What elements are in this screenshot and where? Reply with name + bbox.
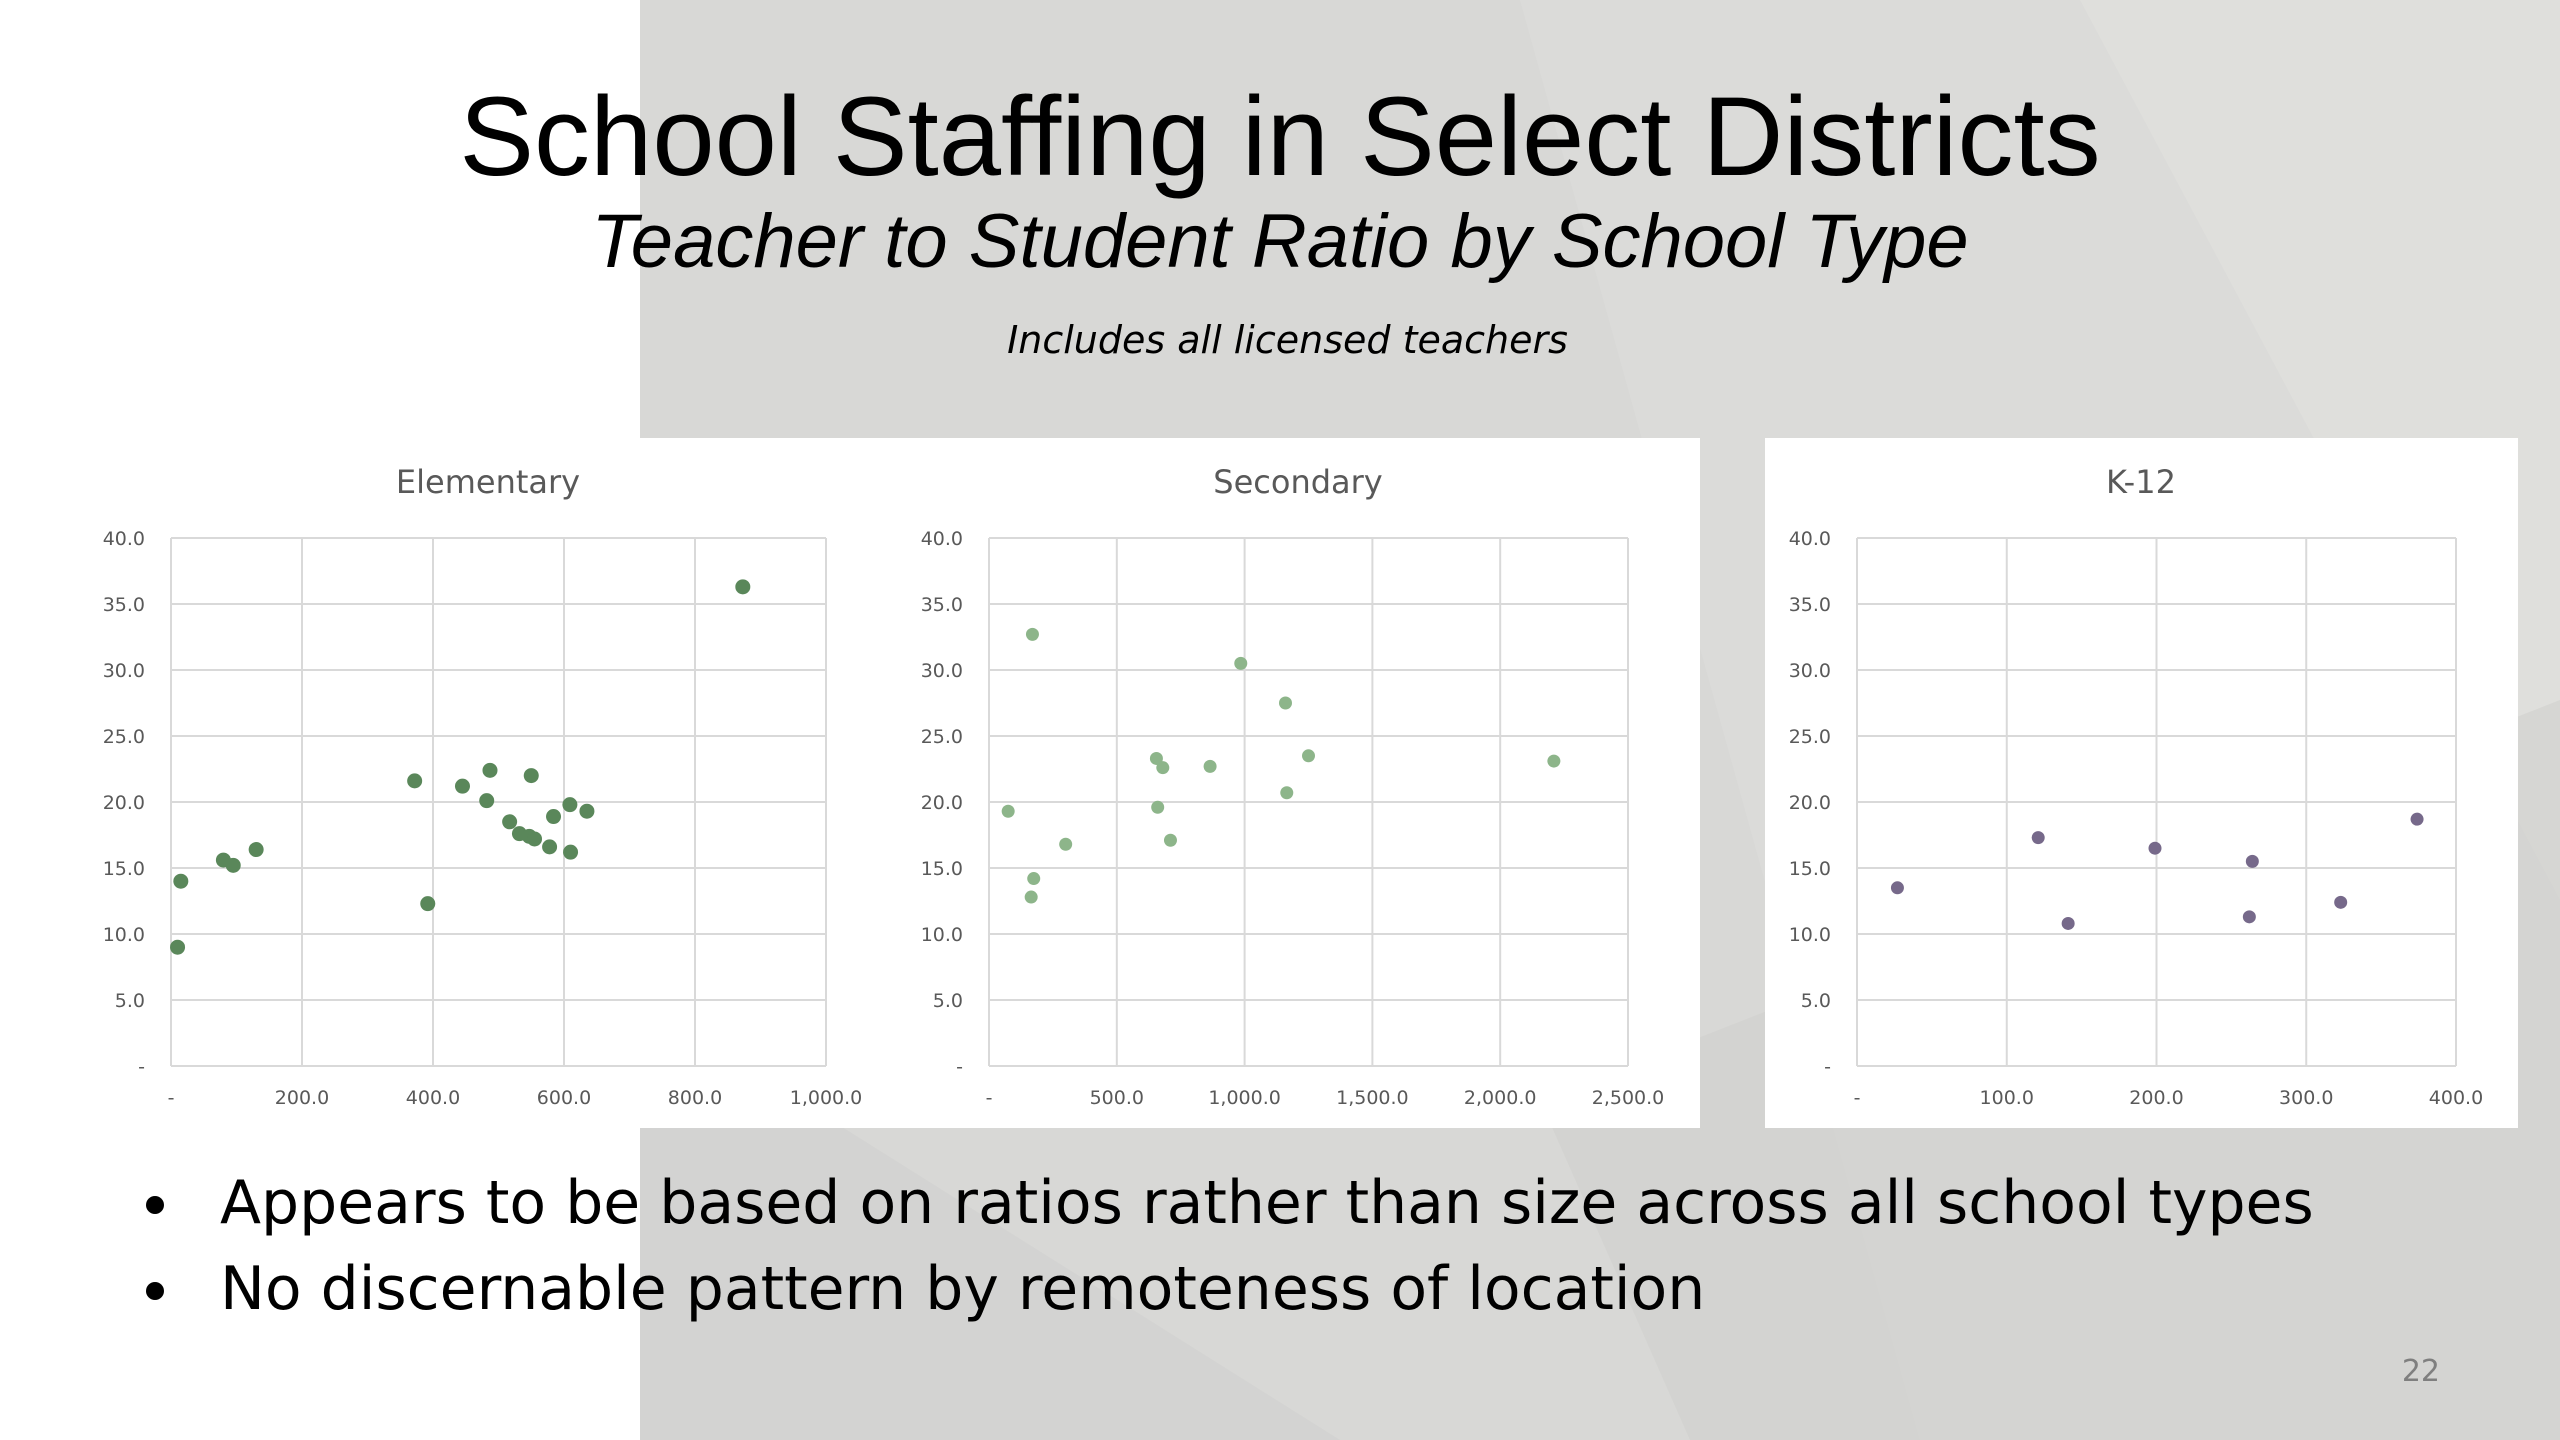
secondary-chart (895, 438, 1700, 1128)
slide-note: Includes all licensed teachers (1007, 318, 1568, 362)
y-tick-label: 15.0 (102, 858, 145, 880)
chart-title: Secondary (1213, 463, 1383, 501)
x-tick-label: 600.0 (536, 1087, 592, 1109)
scatter-point (1151, 801, 1164, 814)
x-tick-label: 500.0 (1089, 1087, 1145, 1109)
scatter-point (407, 773, 422, 788)
scatter-point (1002, 805, 1015, 818)
elementary-chart-panel (0, 438, 895, 1128)
scatter-point (546, 809, 561, 824)
y-tick-label: - (956, 1056, 963, 1078)
y-tick-label: 25.0 (1788, 726, 1831, 748)
y-tick-label: 5.0 (932, 990, 963, 1012)
scatter-point (1234, 657, 1247, 670)
y-tick-label: - (138, 1056, 145, 1078)
y-tick-label: 15.0 (1788, 858, 1831, 880)
scatter-point (1547, 755, 1560, 768)
scatter-point (249, 842, 264, 857)
scatter-point (2243, 910, 2256, 923)
x-tick-label: 800.0 (667, 1087, 723, 1109)
x-tick-label: 200.0 (274, 1087, 330, 1109)
y-tick-label: 15.0 (920, 858, 963, 880)
scatter-point (1025, 891, 1038, 904)
scatter-point (1164, 834, 1177, 847)
k12-chart-panel (1765, 438, 2518, 1128)
scatter-point (2062, 917, 2075, 930)
scatter-point (1204, 760, 1217, 773)
scatter-point (2334, 896, 2347, 909)
bullet-text: Appears to be based on ratios rather than size across all school types (220, 1168, 2314, 1238)
scatter-point (226, 858, 241, 873)
scatter-point (170, 940, 185, 955)
y-tick-label: 5.0 (114, 990, 145, 1012)
scatter-point (2149, 842, 2162, 855)
scatter-point (455, 779, 470, 794)
scatter-point (1026, 628, 1039, 641)
scatter-point (1302, 749, 1315, 762)
slide-title: School Staffing in Select Districts (459, 74, 2101, 199)
scatter-point (1156, 761, 1169, 774)
y-tick-label: 10.0 (920, 924, 963, 946)
x-tick-label: 400.0 (405, 1087, 461, 1109)
scatter-point (1280, 786, 1293, 799)
bullet-icon (146, 1196, 164, 1214)
scatter-point (502, 814, 517, 829)
scatter-point (527, 831, 542, 846)
y-tick-label: - (1824, 1056, 1831, 1078)
y-tick-label: 35.0 (1788, 594, 1831, 616)
scatter-point (2411, 813, 2424, 826)
y-tick-label: 30.0 (102, 660, 145, 682)
slide-subtitle: Teacher to Student Ratio by School Type (591, 199, 1969, 284)
scatter-point (420, 896, 435, 911)
x-tick-label: - (1853, 1087, 1861, 1109)
bullet-item (140, 1246, 2314, 1332)
scatter-point (482, 763, 497, 778)
scatter-point (563, 845, 578, 860)
x-tick-label: 1,500.0 (1336, 1087, 1409, 1109)
scatter-point (735, 579, 750, 594)
scatter-point (479, 793, 494, 808)
bullet-icon (146, 1282, 164, 1300)
y-tick-label: 5.0 (1800, 990, 1831, 1012)
y-tick-label: 10.0 (1788, 924, 1831, 946)
x-tick-label: 400.0 (2428, 1087, 2484, 1109)
scatter-point (1279, 697, 1292, 710)
scatter-point (524, 768, 539, 783)
scatter-point (173, 874, 188, 889)
y-tick-label: 40.0 (1788, 528, 1831, 550)
x-tick-label: 2,500.0 (1591, 1087, 1665, 1109)
y-tick-label: 10.0 (102, 924, 145, 946)
x-tick-label: 100.0 (1979, 1087, 2034, 1109)
bullet-text: No discernable pattern by remoteness of location (220, 1254, 1706, 1324)
bullet-list (140, 1160, 2314, 1332)
x-tick-label: 300.0 (2279, 1087, 2334, 1109)
chart-title: K-12 (2106, 463, 2176, 501)
k12-chart (1765, 438, 2518, 1128)
y-tick-label: 20.0 (102, 792, 145, 814)
elementary-chart (0, 438, 895, 1128)
scatter-point (579, 804, 594, 819)
x-tick-label: 2,000.0 (1463, 1087, 1537, 1109)
page-number: 22 (2401, 1354, 2440, 1389)
y-tick-label: 25.0 (920, 726, 963, 748)
scatter-point (1027, 872, 1040, 885)
y-tick-label: 35.0 (920, 594, 963, 616)
bullet-item (140, 1160, 2314, 1246)
y-tick-label: 25.0 (102, 726, 145, 748)
x-tick-label: 1,000.0 (789, 1087, 863, 1109)
scatter-point (562, 797, 577, 812)
scatter-point (1891, 881, 1904, 894)
chart-title: Elementary (395, 463, 581, 501)
scatter-point (2246, 855, 2259, 868)
x-tick-label: - (985, 1087, 993, 1109)
y-tick-label: 40.0 (920, 528, 963, 550)
y-tick-label: 30.0 (920, 660, 963, 682)
y-tick-label: 20.0 (1788, 792, 1831, 814)
y-tick-label: 20.0 (920, 792, 963, 814)
y-tick-label: 35.0 (102, 594, 145, 616)
scatter-point (1059, 838, 1072, 851)
secondary-chart-panel (895, 438, 1700, 1128)
x-tick-label: 200.0 (2129, 1087, 2184, 1109)
y-tick-label: 30.0 (1788, 660, 1831, 682)
x-tick-label: - (167, 1087, 175, 1109)
scatter-point (2032, 831, 2045, 844)
x-tick-label: 1,000.0 (1208, 1087, 1281, 1109)
scatter-point (542, 839, 557, 854)
y-tick-label: 40.0 (102, 528, 145, 550)
